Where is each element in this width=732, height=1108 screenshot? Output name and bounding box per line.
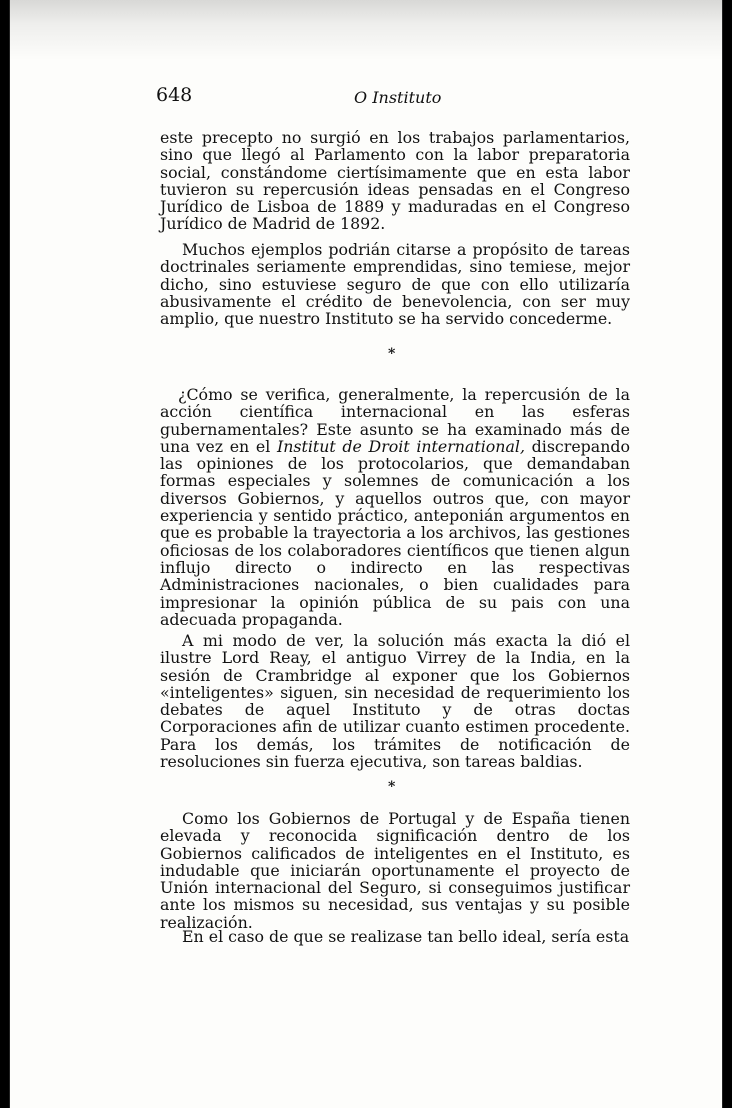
scan-shadow <box>10 0 722 60</box>
running-title: O Instituto <box>354 88 442 107</box>
institut-name: Institut de Droit international, <box>276 436 525 456</box>
book-page <box>9 0 723 1108</box>
page-header <box>156 84 626 112</box>
paragraph-lord-reay: A mi modo de ver, la solución más exacta la dió el ilustre Lord Reay, el antiguo Virrey de la India, en la sesión de Crambridge al exponer que los Gobiernos «inteligentes» siguen, sin necesidad de requerimiento los debates de aquel Instituto y de otras doctas Corporaciones afin de utilizar cuanto estimen procedente. Para los demás, los trámites de notificación de resoluciones sin fuerza ejecutiva, son tareas baldias. <box>160 631 630 772</box>
section-separator: * <box>388 346 396 362</box>
page-number: 648 <box>156 84 193 106</box>
paragraph-governments: Como los Gobiernos de Portugal y de España tienen elevada y reconocida significación dentro de los Gobiernos calificados de inteligentes en el Instituto, es indudable que iniciarán oportunamente el proyecto de Unión internacional del Seguro, si conseguimos justificar ante los mismos su necesidad, sus ventajas y su posible realización. <box>160 809 630 932</box>
paragraph-question-end: discrepando las opiniones de los protocolarios, que demandaban formas especiales y solemnes de comunicación a los diversos Gobiernos, y aquellos outros que, con mayor experiencia y sentido práctico, anteponián argumentos en que es probable la trayectoria a los archivos, las gestiones oficiosas de los colaboradores científicos que tienen algun influjo directo o indirecto en las respectivas Administraciones nacionales, o bien cualidades para impresionar la opinión pública de su pais con una adecuada propaganda. <box>160 436 630 629</box>
paragraph-continuation: este precepto no surgió en los trabajos parlamentarios, sino que llegó al Parlamento con la labor preparatoria social, constándome ciertísimamente que en esta labor tuvieron su repercusión ideas pensadas en el Congreso Jurídico de Lisboa de 1889 y maduradas en el Congreso Jurídico de Madrid de 1892. <box>160 128 630 234</box>
section-separator: * <box>388 779 396 795</box>
paragraph-examples: Muchos ejemplos podrián citarse a propósito de tareas doctrinales seriamente emprendidas, sino temiese, mejor dicho, sino estuviese seguro de que con ello utilizaría abusivamente el crédito de benevolencia, con ser muy amplio, que nuestro Instituto se ha servido concederme. <box>160 240 630 329</box>
paragraph-question <box>160 386 630 628</box>
paragraph-question-start: ¿Cómo se verifica, generalmente, la repercusión de la acción científica internacional en las esferas gubernamentales? Este asunto se ha examinado más de una vez en el <box>160 385 630 456</box>
paragraph-final: En el caso de que se realizase tan bello ideal, sería esta <box>182 927 630 946</box>
